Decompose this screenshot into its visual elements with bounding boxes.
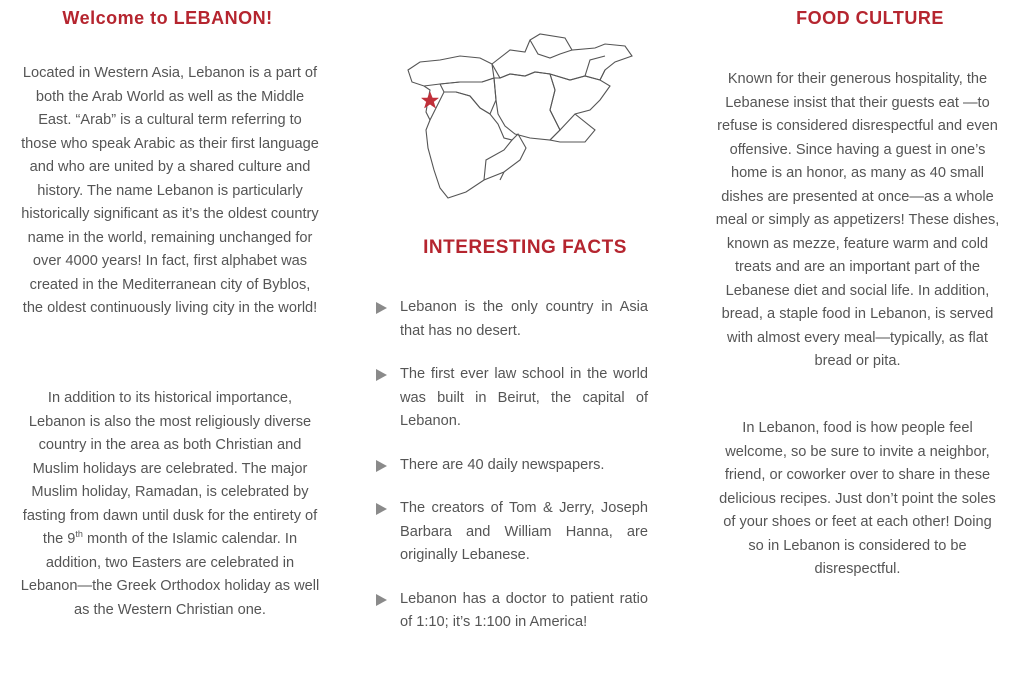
religion-paragraph <box>20 387 320 622</box>
history-paragraph <box>20 62 320 321</box>
fact-item <box>372 588 648 635</box>
etiquette-paragraph <box>715 417 1000 582</box>
triangle-bullet-icon <box>376 460 387 472</box>
fact-item <box>372 497 648 568</box>
welcome-heading: Welcome to LEBANON! <box>62 8 273 28</box>
triangle-bullet-icon <box>376 594 387 606</box>
religion-text-b: month of the Islamic calendar. In addition, two Easters are celebrated in Lebanon—the Greek Orthodox holiday as well as the Western Christian one. <box>20 531 320 618</box>
fact-text: The creators of Tom & Jerry, Joseph Barbara and William Hanna, are originally Lebanese. <box>400 500 648 563</box>
middle-east-map-icon <box>400 30 640 205</box>
triangle-bullet-icon <box>376 369 387 381</box>
lebanon-star-icon <box>422 92 439 108</box>
fact-item <box>372 363 648 434</box>
fact-item <box>372 454 648 478</box>
fact-text: Lebanon has a doctor to patient ratio of 1:10; it’s 1:100 in America! <box>400 590 648 630</box>
religion-text-a: In addition to its historical importance, Lebanon is also the most religiously diverse country in the area as both Christian and Muslim holidays are celebrated. The major Muslim holiday, Ramadan, is celebrated by fasting from dawn until dusk for the entirety of the 9 <box>22 390 318 547</box>
etiquette-paragraph-text: In Lebanon, food is how people feel welcome, so be sure to invite a neighbor, friend, or coworker over to share in these delicious recipes. Just don’t point the soles of your shoes or feet at each other! Doing so in Lebanon is considered to be disrespectful. <box>719 420 996 577</box>
fact-text: There are 40 daily newspapers. <box>400 456 605 473</box>
fact-text: The first ever law school in the world was built in Beirut, the capital of Lebanon. <box>400 366 648 429</box>
facts-list <box>372 296 648 655</box>
triangle-bullet-icon <box>376 503 387 515</box>
ordinal-suffix: th <box>75 529 83 540</box>
history-paragraph-text: Located in Western Asia, Lebanon is a part of both the Arab World as well as the Middle East. “Arab” is a cultural term referring to those who speak Arabic as their first language and who are united by a shared culture and history. The name Lebanon is particularly historically significant as it’s the oldest country name in the world, remaining unchanged for over 4000 years! In fact, first alphabet was created in the Mediterranean city of Byblos, the oldest continuously living city in the world! <box>21 65 319 316</box>
fact-item <box>372 296 648 343</box>
hospitality-paragraph <box>715 68 1000 374</box>
triangle-bullet-icon <box>376 302 387 314</box>
interesting-facts-heading: INTERESTING FACTS <box>423 237 627 258</box>
fact-text: Lebanon is the only country in Asia that has no desert. <box>400 299 648 339</box>
hospitality-paragraph-text: Known for their generous hospitality, the Lebanese insist that their guests eat —to refuse is considered disrespectful and even offensive. Since having a guest in one’s home is an honor, as many as 40 small dishes are presented at once—as a whole meal or simply as appetizers! These dishes, known as mezze, feature warm and cold treats and are an important part of the Lebanese diet and social life. In addition, bread, a staple food in Lebanon, is served with almost every meal—typically, as flat bread or pita. <box>715 71 1000 369</box>
food-culture-heading: FOOD CULTURE <box>796 8 944 28</box>
